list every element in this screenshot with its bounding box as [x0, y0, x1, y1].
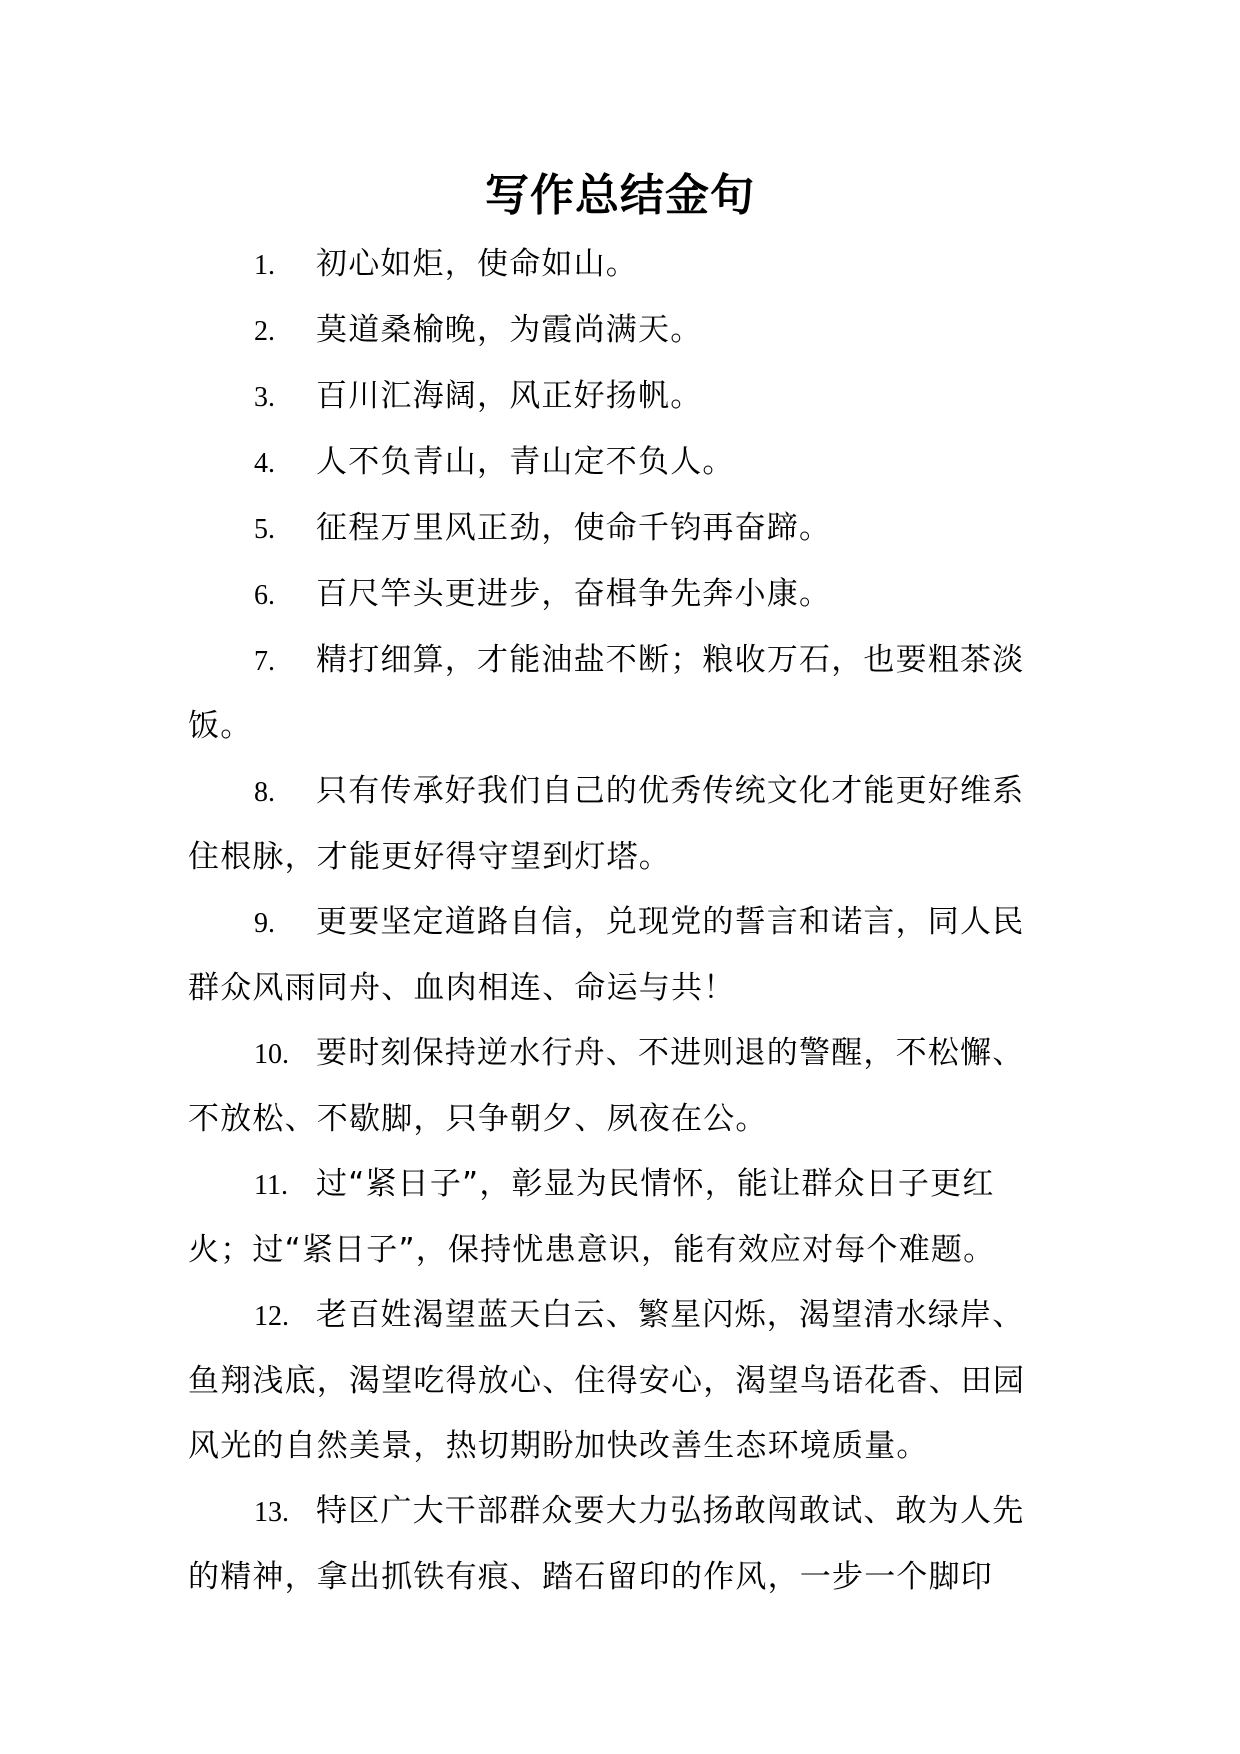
list-item — [188, 430, 1050, 496]
item-number: 5. — [254, 514, 275, 545]
list-item — [188, 232, 1050, 298]
item-number: 10. — [254, 1039, 289, 1070]
quote-list — [188, 232, 1050, 1610]
item-number: 9. — [254, 908, 275, 939]
item-number: 3. — [254, 382, 275, 413]
list-item — [188, 759, 1050, 890]
list-item — [188, 1479, 1050, 1610]
list-item — [188, 1152, 1050, 1283]
item-text: 老百姓渴望蓝天白云、繁星闪烁，渴望清水绿岸、鱼翔浅底，渴望吃得放心、住得安心，渴望鸟语花香、田园风光的自然美景，热切期盼加快改善生态环境质量。 — [188, 1297, 1026, 1464]
item-number: 2. — [254, 316, 275, 347]
item-text: 征程万里风正劲，使命千钧再奋蹄。 — [316, 510, 832, 546]
list-item — [188, 562, 1050, 628]
item-text: 特区广大干部群众要大力弘扬敢闯敢试、敢为人先的精神，拿出抓铁有痕、踏石留印的作风，一步一个脚印 — [188, 1493, 1025, 1595]
item-text: 百尺竿头更进步，奋楫争先奔小康。 — [316, 576, 832, 612]
item-text: 过“紧日子”，彰显为民情怀，能让群众日子更红火；过“紧日子”，保持忧患意识，能有效应对每个难题。 — [188, 1166, 996, 1268]
item-text: 初心如炬，使命如山。 — [316, 246, 638, 282]
list-item — [188, 298, 1050, 364]
list-item — [188, 496, 1050, 562]
item-number: 4. — [254, 448, 275, 479]
list-item — [188, 628, 1050, 759]
item-text: 更要坚定道路自信，兑现党的誓言和诺言，同人民群众风雨同舟、血肉相连、命运与共！ — [188, 904, 1025, 1006]
item-text: 莫道桑榆晚，为霞尚满天。 — [316, 312, 703, 348]
item-text: 要时刻保持逆水行舟、不进则退的警醒，不松懈、不放松、不歇脚，只争朝夕、夙夜在公。 — [188, 1035, 1025, 1137]
list-item — [188, 364, 1050, 430]
item-number: 7. — [254, 646, 275, 677]
document-title: 写作总结金句 — [485, 170, 755, 221]
item-text: 只有传承好我们自己的优秀传统文化才能更好维系住根脉，才能更好得守望到灯塔。 — [188, 773, 1025, 875]
item-number: 1. — [254, 250, 275, 281]
item-number: 6. — [254, 580, 275, 611]
list-item — [188, 1021, 1050, 1152]
item-text: 精打细算，才能油盐不断；粮收万石，也要粗茶淡饭。 — [188, 642, 1025, 744]
item-number: 8. — [254, 777, 275, 808]
list-item — [188, 1283, 1050, 1479]
item-text: 百川汇海阔，风正好扬帆。 — [316, 378, 703, 414]
item-number: 13. — [254, 1497, 289, 1528]
item-text: 人不负青山，青山定不负人。 — [316, 444, 735, 480]
item-number: 12. — [254, 1301, 289, 1332]
list-item — [188, 890, 1050, 1021]
item-number: 11. — [254, 1170, 288, 1201]
